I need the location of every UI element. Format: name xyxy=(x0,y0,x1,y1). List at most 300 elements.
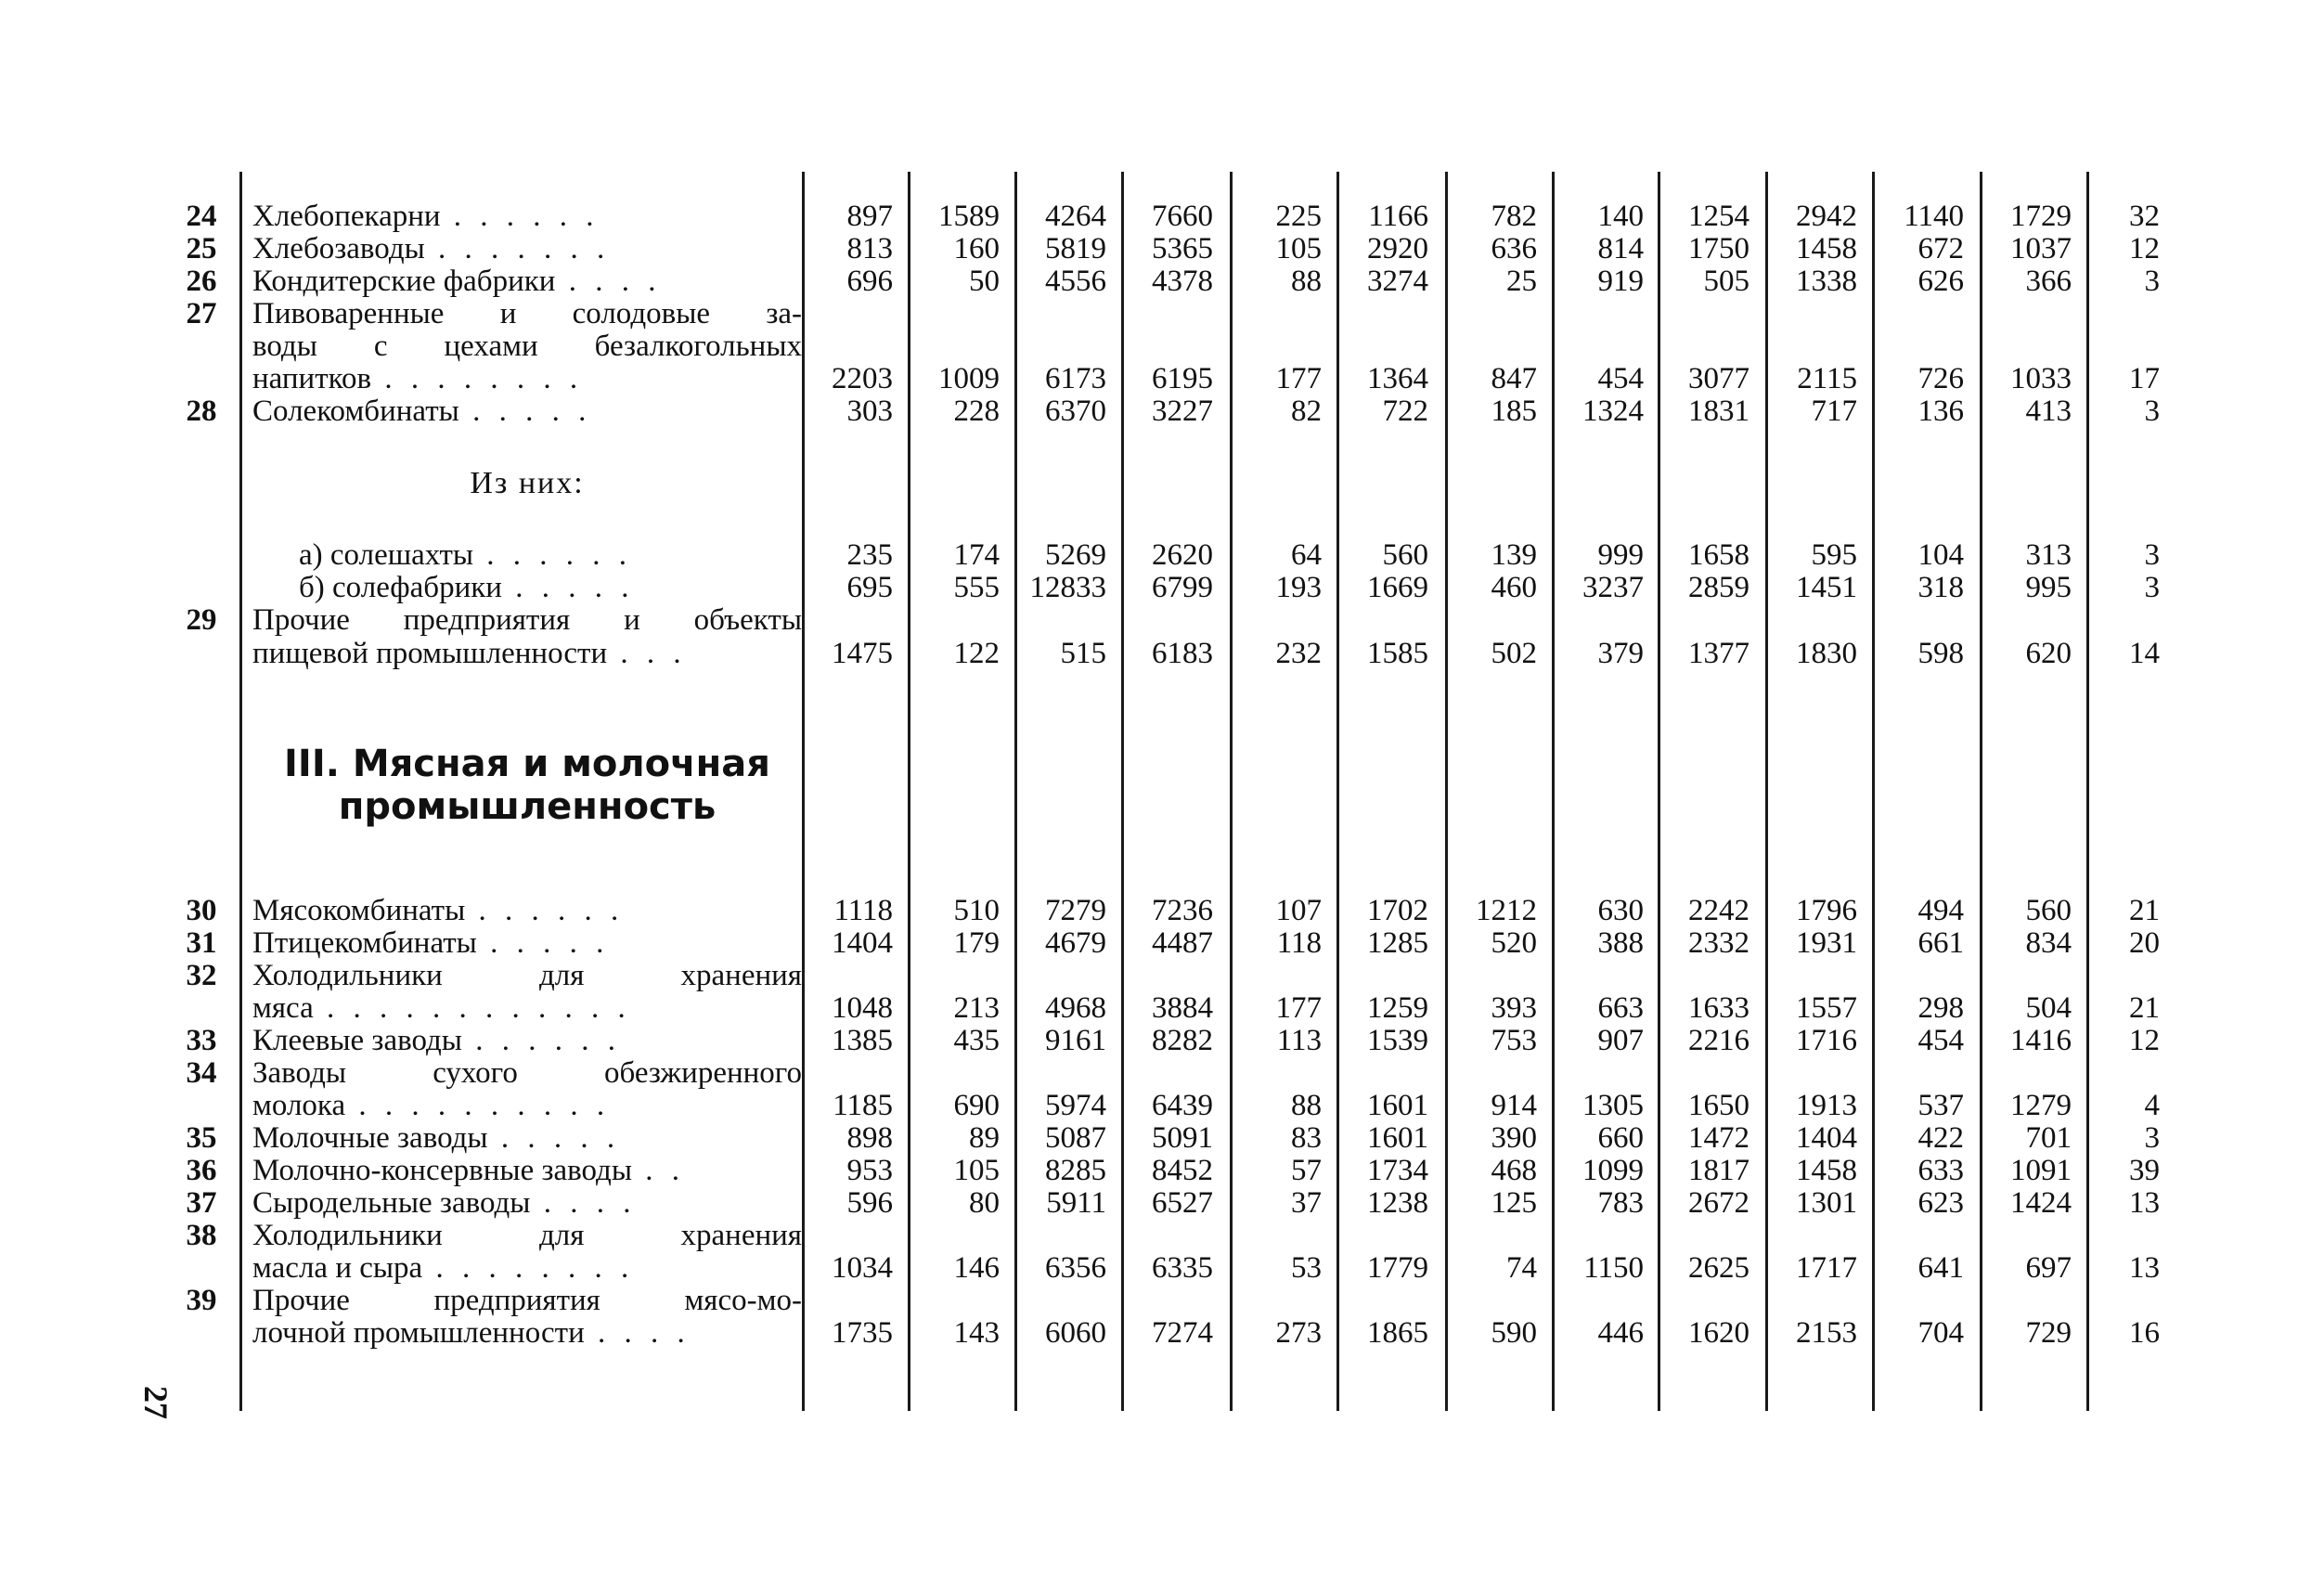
table-cell: 898 xyxy=(846,1121,893,1155)
row-number: 26 xyxy=(186,265,217,298)
table-cell: 8282 xyxy=(1152,1024,1213,1057)
table-cell: 1817 xyxy=(1688,1154,1749,1187)
row-label-text: Хлебопекарни xyxy=(252,200,441,233)
table-cell: 1458 xyxy=(1796,232,1857,265)
table-cell: 1404 xyxy=(832,926,893,960)
row-label xyxy=(252,959,802,992)
table-cell: 2859 xyxy=(1688,571,1749,604)
table-row xyxy=(0,297,2324,330)
table-cell: 697 xyxy=(2025,1251,2072,1285)
table-cell: 3 xyxy=(2144,394,2160,428)
table-cell: 318 xyxy=(1917,571,1964,604)
leader-dots: . . . . xyxy=(584,1316,691,1350)
table-cell: 555 xyxy=(953,571,1000,604)
table-cell: 1416 xyxy=(2010,1024,2072,1057)
table-cell: 12 xyxy=(2129,1024,2160,1057)
table-cell: 1166 xyxy=(1368,200,1428,233)
table-cell: 4487 xyxy=(1152,926,1213,960)
table-cell: 595 xyxy=(1811,538,1857,572)
table-cell: 5974 xyxy=(1045,1089,1106,1122)
table-row xyxy=(0,1186,2324,1220)
table-cell: 1557 xyxy=(1796,991,1857,1025)
row-label-text: б) солефабрики xyxy=(299,571,502,604)
row-label-text: Холодильники для хранения xyxy=(252,1219,802,1252)
table-cell: 515 xyxy=(1060,637,1106,670)
table-cell: 146 xyxy=(953,1251,1000,1285)
table-cell: 8285 xyxy=(1045,1154,1106,1187)
table-row xyxy=(0,959,2324,992)
table-cell: 2942 xyxy=(1796,200,1857,233)
table-cell: 1305 xyxy=(1582,1089,1644,1122)
leader-dots: . . . xyxy=(607,637,687,670)
table-cell: 1338 xyxy=(1796,265,1857,298)
table-cell: 560 xyxy=(2025,894,2072,927)
row-number: 31 xyxy=(186,926,217,960)
table-cell: 143 xyxy=(953,1316,1000,1350)
table-cell: 636 xyxy=(1491,232,1537,265)
table-cell: 753 xyxy=(1491,1024,1537,1057)
table-cell: 53 xyxy=(1291,1251,1322,1285)
table-cell: 88 xyxy=(1291,265,1322,298)
row-number: 34 xyxy=(186,1056,217,1090)
table-cell: 88 xyxy=(1291,1089,1322,1122)
row-label xyxy=(252,330,802,363)
table-cell: 468 xyxy=(1491,1154,1537,1187)
table-cell: 1475 xyxy=(832,637,893,670)
table-cell: 4679 xyxy=(1045,926,1106,960)
table-cell: 5819 xyxy=(1045,232,1106,265)
leader-dots: . . . . . . . . . . . . xyxy=(313,991,631,1025)
table-cell: 1037 xyxy=(2010,232,2072,265)
table-cell: 140 xyxy=(1597,200,1644,233)
table-cell: 1254 xyxy=(1688,200,1749,233)
table-cell: 8452 xyxy=(1152,1154,1213,1187)
table-cell: 14 xyxy=(2129,637,2160,670)
table-row xyxy=(0,265,2324,298)
table-cell: 118 xyxy=(1276,926,1322,960)
row-label-text: напитков xyxy=(252,362,372,395)
table-cell: 2115 xyxy=(1797,362,1857,395)
table-cell: 641 xyxy=(1917,1251,1964,1285)
table-row xyxy=(0,1089,2324,1122)
row-label xyxy=(252,297,802,330)
table-cell: 213 xyxy=(953,991,1000,1025)
table-cell: 3227 xyxy=(1152,394,1213,428)
table-cell: 7236 xyxy=(1152,894,1213,927)
table-cell: 6060 xyxy=(1045,1316,1106,1350)
table-cell: 64 xyxy=(1291,538,1322,572)
table-cell: 6335 xyxy=(1152,1251,1213,1285)
table-cell: 1140 xyxy=(1904,200,1964,233)
table-cell: 630 xyxy=(1597,894,1644,927)
table-cell: 834 xyxy=(2025,926,2072,960)
table-cell: 32 xyxy=(2129,200,2160,233)
leader-dots: . . . . xyxy=(555,265,662,298)
table-cell: 107 xyxy=(1275,894,1322,927)
table-cell: 663 xyxy=(1597,991,1644,1025)
table-cell: 1830 xyxy=(1796,637,1857,670)
table-cell: 1585 xyxy=(1367,637,1428,670)
row-label-text: воды с цехами безалкогольных xyxy=(252,330,802,363)
table-cell: 82 xyxy=(1291,394,1322,428)
row-label xyxy=(252,1251,802,1285)
table-cell: 3274 xyxy=(1367,265,1428,298)
table-cell: 177 xyxy=(1275,362,1322,395)
table-cell: 16 xyxy=(2129,1316,2160,1350)
row-number: 36 xyxy=(186,1154,217,1187)
table-cell: 1364 xyxy=(1367,362,1428,395)
table-cell: 1285 xyxy=(1367,926,1428,960)
table-cell: 847 xyxy=(1491,362,1537,395)
table-row xyxy=(0,1154,2324,1187)
table-cell: 1472 xyxy=(1688,1121,1749,1155)
row-label xyxy=(252,1154,802,1187)
table-cell: 1377 xyxy=(1688,637,1749,670)
table-row xyxy=(0,1024,2324,1057)
table-cell: 1185 xyxy=(833,1089,893,1122)
row-label xyxy=(252,1024,802,1057)
table-cell: 446 xyxy=(1597,1316,1644,1350)
table-cell: 1150 xyxy=(1583,1251,1644,1285)
table-cell: 1716 xyxy=(1796,1024,1857,1057)
leader-dots: . . . . . . xyxy=(440,200,600,233)
table-cell: 174 xyxy=(953,538,1000,572)
table-cell: 12833 xyxy=(1029,571,1106,604)
row-label-text: масла и сыра xyxy=(252,1251,423,1285)
row-label xyxy=(252,232,802,265)
table-cell: 39 xyxy=(2129,1154,2160,1187)
table-cell: 6183 xyxy=(1152,637,1213,670)
row-number: 32 xyxy=(186,959,217,992)
table-cell: 136 xyxy=(1917,394,1964,428)
table-cell: 235 xyxy=(846,538,893,572)
table-cell: 814 xyxy=(1597,232,1644,265)
table-row xyxy=(0,1284,2324,1317)
table-cell: 6370 xyxy=(1045,394,1106,428)
table-cell: 696 xyxy=(846,265,893,298)
row-label-text: Заводы сухого обезжиренного xyxy=(252,1056,802,1090)
table-cell: 6195 xyxy=(1152,362,1213,395)
table-cell: 5087 xyxy=(1045,1121,1106,1155)
table-row xyxy=(0,232,2324,265)
table-cell: 460 xyxy=(1491,571,1537,604)
table-cell: 2242 xyxy=(1688,894,1749,927)
row-number: 27 xyxy=(186,297,217,330)
table-cell: 1601 xyxy=(1367,1089,1428,1122)
table-cell: 1034 xyxy=(832,1251,893,1285)
table-cell: 717 xyxy=(1811,394,1857,428)
table-cell: 2332 xyxy=(1688,926,1749,960)
table-cell: 3 xyxy=(2144,538,2160,572)
table-cell: 2153 xyxy=(1796,1316,1857,1350)
table-cell: 1717 xyxy=(1796,1251,1857,1285)
table-row xyxy=(0,1316,2324,1350)
row-label xyxy=(252,637,802,670)
table-cell: 1212 xyxy=(1476,894,1537,927)
row-number: 33 xyxy=(186,1024,217,1057)
table-cell: 1539 xyxy=(1367,1024,1428,1057)
table-row xyxy=(0,991,2324,1025)
table-row xyxy=(0,394,2324,428)
row-label-text: молока xyxy=(252,1089,346,1122)
table-cell: 5269 xyxy=(1045,538,1106,572)
table-cell: 1118 xyxy=(833,894,893,927)
row-label xyxy=(252,1219,802,1252)
table-cell: 177 xyxy=(1275,991,1322,1025)
table-cell: 783 xyxy=(1597,1186,1644,1220)
table-row xyxy=(0,200,2324,233)
table-cell: 494 xyxy=(1917,894,1964,927)
table-cell: 1750 xyxy=(1688,232,1749,265)
table-cell: 113 xyxy=(1276,1024,1322,1057)
table-cell: 225 xyxy=(1275,200,1322,233)
table-cell: 1620 xyxy=(1688,1316,1749,1350)
table-cell: 37 xyxy=(1291,1186,1322,1220)
row-label-text: Мясокомбинаты xyxy=(252,894,466,927)
table-cell: 560 xyxy=(1382,538,1428,572)
table-cell: 57 xyxy=(1291,1154,1322,1187)
table-row xyxy=(0,637,2324,670)
table-cell: 74 xyxy=(1506,1251,1537,1285)
row-label xyxy=(252,265,802,298)
table-cell: 1779 xyxy=(1367,1251,1428,1285)
table-cell: 1913 xyxy=(1796,1089,1857,1122)
table-cell: 379 xyxy=(1597,637,1644,670)
table-cell: 729 xyxy=(2025,1316,2072,1350)
row-number: 30 xyxy=(186,894,217,927)
leader-dots: . . . . . xyxy=(501,571,635,604)
table-cell: 1702 xyxy=(1367,894,1428,927)
table-cell: 1931 xyxy=(1796,926,1857,960)
table-cell: 17 xyxy=(2129,362,2160,395)
table-cell: 1048 xyxy=(832,991,893,1025)
table-cell: 454 xyxy=(1917,1024,1964,1057)
table-cell: 3077 xyxy=(1688,362,1749,395)
table-row xyxy=(0,926,2324,960)
table-cell: 2203 xyxy=(832,362,893,395)
table-cell: 672 xyxy=(1917,232,1964,265)
row-label xyxy=(252,1316,802,1350)
table-cell: 13 xyxy=(2129,1186,2160,1220)
table-cell: 388 xyxy=(1597,926,1644,960)
row-label-text: Солекомбинаты xyxy=(252,394,459,428)
row-label xyxy=(252,394,802,428)
table-cell: 1385 xyxy=(832,1024,893,1057)
table-cell: 83 xyxy=(1291,1121,1322,1155)
table-cell: 6527 xyxy=(1152,1186,1213,1220)
table-cell: 125 xyxy=(1491,1186,1537,1220)
table-cell: 813 xyxy=(846,232,893,265)
row-number: 35 xyxy=(186,1121,217,1155)
table-cell: 435 xyxy=(953,1024,1000,1057)
row-label xyxy=(252,1186,802,1220)
table-cell: 505 xyxy=(1703,265,1749,298)
row-label xyxy=(252,538,848,572)
table-cell: 122 xyxy=(953,637,1000,670)
row-label-text: а) солешахты xyxy=(299,538,474,572)
table-cell: 1324 xyxy=(1582,394,1644,428)
row-label-text: Молочные заводы xyxy=(252,1121,488,1155)
table-cell: 596 xyxy=(846,1186,893,1220)
table-cell: 633 xyxy=(1917,1154,1964,1187)
row-label-text: Прочие предприятия мясо-мо- xyxy=(252,1284,802,1317)
table-cell: 179 xyxy=(953,926,1000,960)
table-cell: 89 xyxy=(969,1121,1000,1155)
table-cell: 1650 xyxy=(1688,1089,1749,1122)
table-cell: 228 xyxy=(953,394,1000,428)
row-label xyxy=(252,200,802,233)
row-label-text: Холодильники для хранения xyxy=(252,959,802,992)
table-cell: 690 xyxy=(953,1089,1000,1122)
row-label-text: Молочно-консервные заводы xyxy=(252,1154,633,1187)
page-number: 27 xyxy=(137,1386,174,1419)
table-cell: 995 xyxy=(2025,571,2072,604)
table-row xyxy=(0,330,2324,363)
leader-dots: . . . . . . . xyxy=(424,232,611,265)
table-cell: 520 xyxy=(1491,926,1537,960)
leader-dots: . . . . . . . . . . xyxy=(345,1089,611,1122)
table-cell: 3 xyxy=(2144,571,2160,604)
row-label-text: мяса xyxy=(252,991,314,1025)
table-row xyxy=(0,894,2324,927)
table-cell: 726 xyxy=(1917,362,1964,395)
section-heading-line-1: III. Мясная и молочная xyxy=(284,743,770,785)
row-label xyxy=(252,362,802,395)
table-cell: 104 xyxy=(1917,538,1964,572)
table-cell: 390 xyxy=(1491,1121,1537,1155)
table-cell: 2625 xyxy=(1688,1251,1749,1285)
row-label xyxy=(252,1089,802,1122)
table-cell: 413 xyxy=(2025,394,2072,428)
table-cell: 298 xyxy=(1917,991,1964,1025)
table-cell: 21 xyxy=(2129,894,2160,927)
table-cell: 502 xyxy=(1491,637,1537,670)
table-cell: 5911 xyxy=(1046,1186,1106,1220)
row-number: 25 xyxy=(186,232,217,265)
table-cell: 313 xyxy=(2025,538,2072,572)
table-cell: 3237 xyxy=(1582,571,1644,604)
table-row xyxy=(0,1056,2324,1090)
table-cell: 1301 xyxy=(1796,1186,1857,1220)
table-cell: 623 xyxy=(1917,1186,1964,1220)
table-cell: 1729 xyxy=(2010,200,2072,233)
row-label-text: пищевой промышленности xyxy=(252,637,608,670)
table-cell: 9161 xyxy=(1045,1024,1106,1057)
table-cell: 12 xyxy=(2129,232,2160,265)
table-cell: 704 xyxy=(1917,1316,1964,1350)
table-cell: 2920 xyxy=(1367,232,1428,265)
table-row xyxy=(0,1121,2324,1155)
table-cell: 3884 xyxy=(1152,991,1213,1025)
table-cell: 1091 xyxy=(2010,1154,2072,1187)
table-cell: 5365 xyxy=(1152,232,1213,265)
row-number: 39 xyxy=(186,1284,217,1317)
table-cell: 454 xyxy=(1597,362,1644,395)
table-cell: 1404 xyxy=(1796,1121,1857,1155)
table-cell: 782 xyxy=(1491,200,1537,233)
section-heading-line-2: промышленность xyxy=(338,785,717,828)
table-cell: 1279 xyxy=(2010,1089,2072,1122)
row-label-text: Кондитерские фабрики xyxy=(252,265,556,298)
table-cell: 105 xyxy=(953,1154,1000,1187)
leader-dots: . . . . . xyxy=(487,1121,621,1155)
table-cell: 1033 xyxy=(2010,362,2072,395)
row-label xyxy=(252,571,848,604)
table-cell: 1099 xyxy=(1582,1154,1644,1187)
table-cell: 537 xyxy=(1917,1089,1964,1122)
table-row xyxy=(0,603,2324,637)
row-label-text: Птицекомбинаты xyxy=(252,926,477,960)
row-label xyxy=(252,1056,802,1090)
row-label-text: лочной промышленности xyxy=(252,1316,585,1350)
leader-dots: . . . . xyxy=(530,1186,637,1220)
table-cell: 510 xyxy=(953,894,1000,927)
table-row xyxy=(0,571,2324,604)
table-cell: 6799 xyxy=(1152,571,1213,604)
row-label xyxy=(252,603,802,637)
table-cell: 1669 xyxy=(1367,571,1428,604)
table-cell: 4968 xyxy=(1045,991,1106,1025)
table-cell: 1458 xyxy=(1796,1154,1857,1187)
leader-dots: . . xyxy=(632,1154,686,1187)
table-cell: 1238 xyxy=(1367,1186,1428,1220)
table-cell: 6356 xyxy=(1045,1251,1106,1285)
row-label xyxy=(252,894,802,927)
table-cell: 7660 xyxy=(1152,200,1213,233)
table-cell: 13 xyxy=(2129,1251,2160,1285)
table-cell: 80 xyxy=(969,1186,1000,1220)
table-cell: 366 xyxy=(2025,265,2072,298)
table-cell: 1831 xyxy=(1688,394,1749,428)
table-cell: 590 xyxy=(1491,1316,1537,1350)
leader-dots: . . . . . . . . xyxy=(371,362,584,395)
table-cell: 1009 xyxy=(938,362,1000,395)
row-label xyxy=(252,926,802,960)
table-cell: 1796 xyxy=(1796,894,1857,927)
table-cell: 1259 xyxy=(1367,991,1428,1025)
table-cell: 6439 xyxy=(1152,1089,1213,1122)
table-cell: 1451 xyxy=(1796,571,1857,604)
subheading: Из них: xyxy=(470,466,585,500)
table-cell: 626 xyxy=(1917,265,1964,298)
row-label xyxy=(252,1284,802,1317)
table-cell: 273 xyxy=(1275,1316,1322,1350)
table-row xyxy=(0,1251,2324,1285)
table-cell: 1633 xyxy=(1688,991,1749,1025)
table-cell: 1734 xyxy=(1367,1154,1428,1187)
row-label-text: Пивоваренные и солодовые за- xyxy=(252,297,802,330)
table-cell: 1424 xyxy=(2010,1186,2072,1220)
row-label-text: Сыродельные заводы xyxy=(252,1186,531,1220)
table-cell: 1601 xyxy=(1367,1121,1428,1155)
table-cell: 2216 xyxy=(1688,1024,1749,1057)
table-cell: 4264 xyxy=(1045,200,1106,233)
table-cell: 4556 xyxy=(1045,265,1106,298)
table-cell: 3 xyxy=(2144,265,2160,298)
leader-dots: . . . . . . . . xyxy=(422,1251,635,1285)
row-number: 29 xyxy=(186,603,217,637)
leader-dots: . . . . . xyxy=(458,394,592,428)
table-cell: 185 xyxy=(1491,394,1537,428)
table-cell: 598 xyxy=(1917,637,1964,670)
leader-dots: . . . . . xyxy=(476,926,610,960)
row-number: 37 xyxy=(186,1186,217,1220)
row-label-text: Прочие предприятия и объекты xyxy=(252,603,802,637)
leader-dots: . . . . . . xyxy=(473,538,633,572)
row-label xyxy=(252,991,802,1025)
table-cell: 139 xyxy=(1491,538,1537,572)
table-cell: 303 xyxy=(846,394,893,428)
